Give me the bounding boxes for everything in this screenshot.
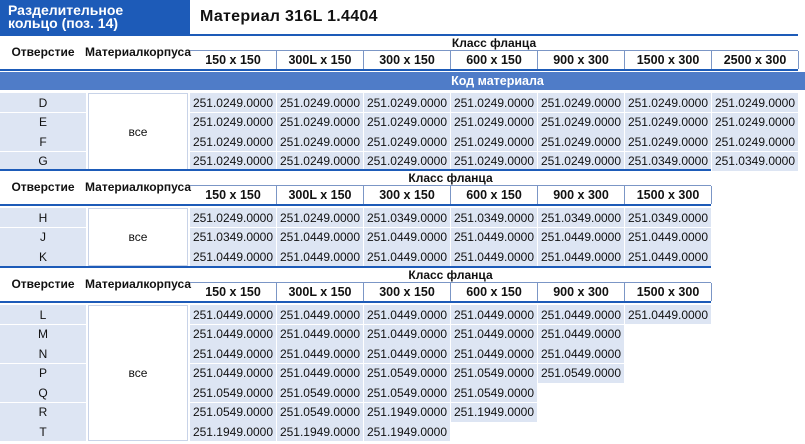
material-code-cell: 251.0449.0000 bbox=[277, 344, 363, 363]
material-code-cell: 251.0449.0000 bbox=[451, 305, 537, 324]
header-flange-class: Класс фланца bbox=[190, 267, 711, 283]
material-code-cell: 251.0449.0000 bbox=[538, 247, 624, 266]
material-code-cell: 251.0449.0000 bbox=[277, 305, 363, 324]
material-code-cell: 251.0449.0000 bbox=[277, 364, 363, 383]
column-header: 300 x 150 bbox=[364, 283, 451, 301]
material-code-cell: 251.0249.0000 bbox=[625, 132, 711, 151]
material-code-cell: 251.0249.0000 bbox=[190, 93, 276, 112]
material-code-cell: 251.0249.0000 bbox=[277, 208, 363, 227]
header-flange-class: Класс фланца bbox=[190, 170, 711, 186]
material-code-cell: 251.0249.0000 bbox=[277, 93, 363, 112]
material-code-cell: 251.0549.0000 bbox=[451, 383, 537, 402]
material-code-cell: 251.0449.0000 bbox=[277, 228, 363, 247]
material-code-cell: 251.0549.0000 bbox=[190, 383, 276, 402]
material-code-cell: 251.0349.0000 bbox=[625, 208, 711, 227]
material-code-cell: 251.0449.0000 bbox=[364, 344, 450, 363]
material-code-cell: 251.0449.0000 bbox=[625, 228, 711, 247]
material-code-cell: 251.0449.0000 bbox=[364, 228, 450, 247]
header-hole: Отверстие bbox=[11, 180, 75, 194]
column-header: 2500 x 300 bbox=[712, 51, 799, 69]
material-code-cell: 251.0549.0000 bbox=[451, 364, 537, 383]
row-hole-letter: L bbox=[0, 305, 86, 324]
material-code-cell: 251.0349.0000 bbox=[451, 208, 537, 227]
material-code-cell: 251.0249.0000 bbox=[451, 113, 537, 132]
column-header: 600 x 150 bbox=[451, 186, 538, 204]
row-hole-letter: T bbox=[0, 422, 86, 441]
column-header: 300L x 150 bbox=[277, 186, 364, 204]
column-header: 1500 x 300 bbox=[625, 283, 712, 301]
header-hole: Отверстие bbox=[11, 45, 75, 59]
material-code-cell: 251.0449.0000 bbox=[625, 305, 711, 324]
column-header: 600 x 150 bbox=[451, 283, 538, 301]
header-body-material bbox=[85, 35, 191, 69]
header-flange-class: Класс фланца bbox=[190, 35, 798, 51]
material-code-cell: 251.1949.0000 bbox=[451, 403, 537, 422]
material-code-cell: 251.0449.0000 bbox=[277, 325, 363, 344]
material-code-cell: 251.0249.0000 bbox=[538, 93, 624, 112]
material-code-cell: 251.0449.0000 bbox=[364, 247, 450, 266]
material-code-cell: 251.0449.0000 bbox=[538, 325, 624, 344]
body-material-cell: все bbox=[88, 93, 188, 171]
material-code-cell: 251.0249.0000 bbox=[277, 113, 363, 132]
block-header-rule bbox=[0, 204, 711, 206]
material-code-cell: 251.1949.0000 bbox=[190, 422, 276, 441]
material-code-cell: 251.1949.0000 bbox=[364, 422, 450, 441]
material-code-cell: 251.0249.0000 bbox=[538, 113, 624, 132]
material-code-cell: 251.0249.0000 bbox=[277, 132, 363, 151]
material-code-cell: 251.0449.0000 bbox=[625, 247, 711, 266]
body-material-cell: все bbox=[88, 208, 188, 266]
header-body-material-line1: Материал bbox=[85, 276, 144, 291]
material-code-cell: 251.0249.0000 bbox=[364, 132, 450, 151]
material-code-cell: 251.0249.0000 bbox=[451, 132, 537, 151]
row-hole-letter: N bbox=[0, 344, 86, 363]
material-code-cell: 251.0549.0000 bbox=[277, 383, 363, 402]
material-code-cell: 251.0249.0000 bbox=[712, 93, 798, 112]
block-header bbox=[0, 170, 711, 204]
header-body-material-line1: Материал bbox=[85, 44, 144, 59]
block-header bbox=[0, 267, 711, 301]
column-header: 900 x 300 bbox=[538, 186, 625, 204]
block-header-rule bbox=[0, 69, 798, 71]
body-material-cell: все bbox=[88, 305, 188, 441]
column-header: 600 x 150 bbox=[451, 51, 538, 69]
row-hole-letter: G bbox=[0, 152, 86, 171]
material-code-cell: 251.0449.0000 bbox=[451, 247, 537, 266]
row-hole-letter: E bbox=[0, 113, 86, 132]
material-code-cell: 251.0449.0000 bbox=[190, 364, 276, 383]
material-code-cell: 251.1949.0000 bbox=[364, 403, 450, 422]
material-code-cell: 251.0549.0000 bbox=[364, 383, 450, 402]
material-code-cell: 251.0249.0000 bbox=[538, 132, 624, 151]
section-title-line1: Разделительное bbox=[8, 2, 124, 18]
section-title-box bbox=[0, 0, 190, 34]
material-code-cell: 251.0449.0000 bbox=[364, 325, 450, 344]
material-code-cell: 251.0449.0000 bbox=[538, 305, 624, 324]
material-code-cell: 251.0249.0000 bbox=[538, 152, 624, 171]
block-header-rule bbox=[0, 301, 711, 303]
row-hole-letter: R bbox=[0, 403, 86, 422]
material-code-cell: 251.0349.0000 bbox=[625, 152, 711, 171]
row-hole-letter: P bbox=[0, 364, 86, 383]
material-code-cell: 251.1949.0000 bbox=[277, 422, 363, 441]
header-hole: Отверстие bbox=[11, 277, 75, 291]
material-code-cell: 251.0249.0000 bbox=[190, 113, 276, 132]
row-hole-letter: K bbox=[0, 247, 86, 266]
header-body-material-line2: корпуса bbox=[143, 44, 191, 59]
column-header: 1500 x 300 bbox=[625, 186, 712, 204]
material-code-cell: 251.0349.0000 bbox=[712, 152, 798, 171]
material-code-cell: 251.0349.0000 bbox=[538, 208, 624, 227]
column-header: 300L x 150 bbox=[277, 51, 364, 69]
column-header: 1500 x 300 bbox=[625, 51, 712, 69]
column-header: 300 x 150 bbox=[364, 186, 451, 204]
material-code-cell: 251.0449.0000 bbox=[190, 325, 276, 344]
column-header: 300 x 150 bbox=[364, 51, 451, 69]
header-body-material-line2: корпуса bbox=[143, 179, 191, 194]
header-body-material-line1: Материал bbox=[85, 179, 144, 194]
material-code-cell: 251.0249.0000 bbox=[190, 152, 276, 171]
material-code-cell: 251.0449.0000 bbox=[190, 344, 276, 363]
column-header: 900 x 300 bbox=[538, 51, 625, 69]
material-code-band bbox=[0, 72, 805, 90]
material-code-cell: 251.0549.0000 bbox=[277, 403, 363, 422]
material-code-cell: 251.0249.0000 bbox=[712, 132, 798, 151]
material-code-cell: 251.0449.0000 bbox=[364, 305, 450, 324]
material-code-cell: 251.0549.0000 bbox=[538, 364, 624, 383]
material-code-cell: 251.0249.0000 bbox=[625, 93, 711, 112]
material-code-cell: 251.0249.0000 bbox=[364, 113, 450, 132]
column-header: 900 x 300 bbox=[538, 283, 625, 301]
material-code-cell: 251.0249.0000 bbox=[451, 152, 537, 171]
material-code-cell: 251.0249.0000 bbox=[364, 152, 450, 171]
block-header bbox=[0, 35, 798, 69]
material-code-cell: 251.0249.0000 bbox=[277, 152, 363, 171]
material-code-cell: 251.0449.0000 bbox=[451, 344, 537, 363]
material-code-cell: 251.0449.0000 bbox=[451, 325, 537, 344]
header-body-material-line2: корпуса bbox=[143, 276, 191, 291]
row-hole-letter: F bbox=[0, 132, 86, 151]
row-hole-letter: D bbox=[0, 93, 86, 112]
column-header: 150 x 150 bbox=[190, 51, 277, 69]
material-code-cell: 251.0249.0000 bbox=[190, 132, 276, 151]
row-hole-letter: Q bbox=[0, 383, 86, 402]
column-header: 150 x 150 bbox=[190, 283, 277, 301]
page-title: Материал 316L 1.4404 bbox=[200, 8, 378, 25]
material-code-cell: 251.0349.0000 bbox=[190, 228, 276, 247]
material-code-cell: 251.0449.0000 bbox=[277, 247, 363, 266]
material-code-cell: 251.0249.0000 bbox=[364, 93, 450, 112]
material-code-cell: 251.0349.0000 bbox=[364, 208, 450, 227]
header-body-material bbox=[85, 170, 191, 204]
section-title-line2: кольцо (поз. 14) bbox=[8, 15, 119, 31]
material-code-cell: 251.0249.0000 bbox=[190, 208, 276, 227]
row-hole-letter: J bbox=[0, 228, 86, 247]
material-code-cell: 251.0449.0000 bbox=[190, 305, 276, 324]
header-body-material bbox=[85, 267, 191, 301]
material-code-cell: 251.0449.0000 bbox=[538, 228, 624, 247]
material-code-cell: 251.0249.0000 bbox=[625, 113, 711, 132]
row-hole-letter: H bbox=[0, 208, 86, 227]
column-header: 300L x 150 bbox=[277, 283, 364, 301]
column-header: 150 x 150 bbox=[190, 186, 277, 204]
material-code-cell: 251.0249.0000 bbox=[712, 113, 798, 132]
material-code-cell: 251.0249.0000 bbox=[451, 93, 537, 112]
material-code-cell: 251.0449.0000 bbox=[190, 247, 276, 266]
material-code-cell: 251.0449.0000 bbox=[538, 344, 624, 363]
material-code-cell: 251.0449.0000 bbox=[451, 228, 537, 247]
material-code-cell: 251.0549.0000 bbox=[364, 364, 450, 383]
row-hole-letter: M bbox=[0, 325, 86, 344]
material-code-cell: 251.0549.0000 bbox=[190, 403, 276, 422]
material-code-label: Код материала bbox=[451, 74, 544, 88]
